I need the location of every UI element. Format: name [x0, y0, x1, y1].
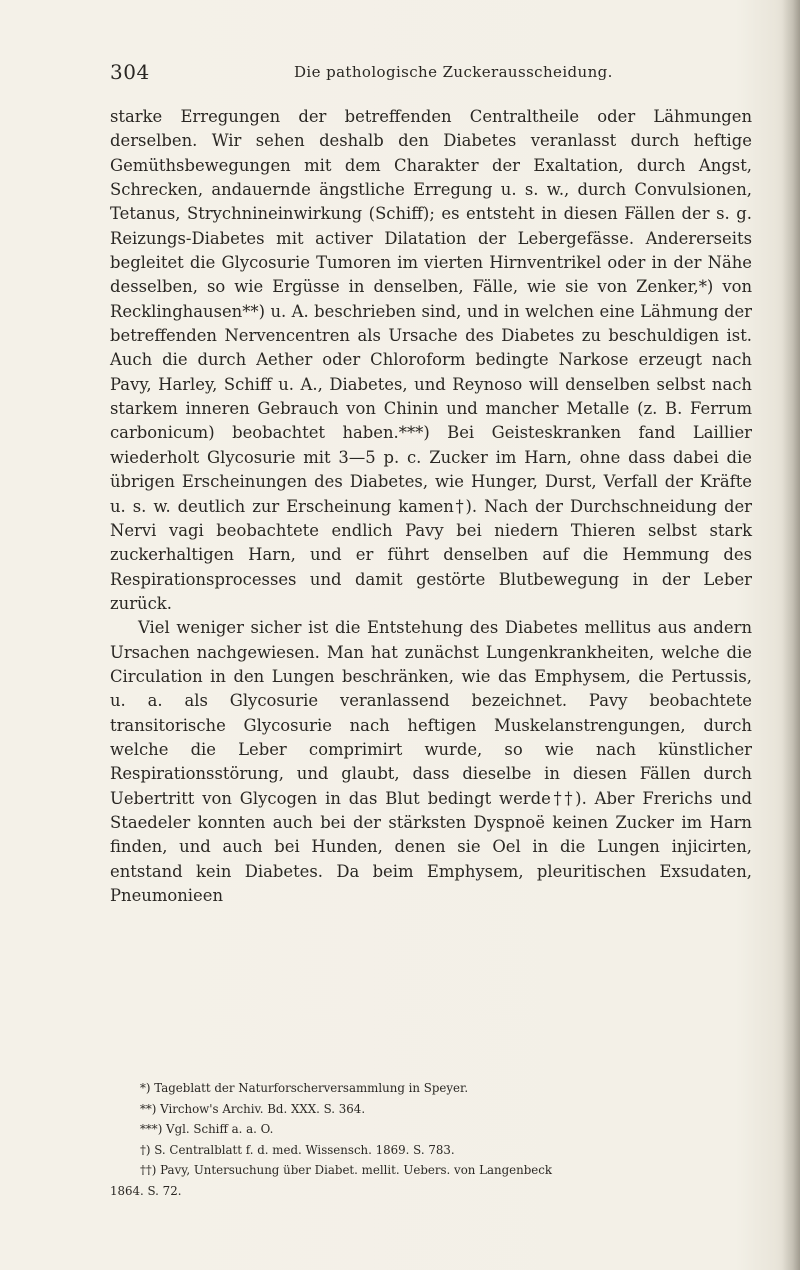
footnote-1: *) Tageblatt der Naturforscherversammlung in Speyer. [140, 1081, 469, 1095]
paragraph-1: starke Erregungen der betreffenden Centraltheile oder Lähmungen derselben. Wir sehen deshalb den Diabetes veranlasst durch heftige Gemüthsbewegungen mit dem Charakter der Exaltation, durch Angst, Schrecken, andauernde ängstliche Erregung u. s. w., durch Convulsionen, Tetanus, Strychnineinwirkung (Schiff); es entsteht in diesen Fällen der s. g. Reizungs-Diabetes mit activer Dilatation der Lebergefässe. Andererseits begleitet die Glycosurie Tumoren im vierten Hirnventrikel oder in der Nähe desselben, so wie Ergüsse in denselben, Fälle, wie sie von Zenker,*) von Recklinghausen**) u. A. beschrieben sind, und in welchen eine Lähmung der betreffenden Nervencentren als Ursache des Diabetes zu beschuldigen ist. Auch die durch Aether oder Chloroform bedingte Narkose erzeugt nach Pavy, Harley, Schiff u. A., Diabetes, und Reynoso will denselben selbst nach starkem inneren Gebrauch von Chinin und mancher Metalle (z. B. Ferrum carbonicum) beobachtet haben.***) Bei Geisteskranken fand Laillier wiederholt Glycosurie mit 3—5 p. c. Zucker im Harn, ohne dass dabei die übrigen Erscheinungen des Diabetes, wie Hunger, Durst, Verfall der Kräfte u. s. w. deutlich zur Erscheinung kamen†). Nach der Durchschneidung der Nervi vagi beobachtete endlich Pavy bei niedern Thieren selbst stark zuckerhaltigen Harn, und er führt denselben auf die Hemmung des Respirationsprocesses und damit gestörte Blutbewegung in der Leber zurück. [110, 107, 752, 613]
footnotes [110, 1078, 760, 1201]
footnote-2: **) Virchow's Archiv. Bd. XXX. S. 364. [140, 1101, 366, 1116]
running-title: Die pathologische Zuckerausscheidung. [294, 63, 613, 81]
page-number: 304 [110, 60, 150, 84]
footnote-5: ††) Pavy, Untersuchung über Diabet. mellit. Uebers. von Langenbeck [140, 1163, 553, 1177]
page-edge-shadow [782, 0, 800, 1270]
page-header [110, 60, 750, 90]
paragraph-2: Viel weniger sicher ist die Entstehung des Diabetes mellitus aus andern Ursachen nachgewiesen. Man hat zunächst Lungenkrankheiten, welche die Circulation in den Lungen beschränken, wie das Emphysem, die Pertussis, u. a. als Glycosurie veranlassend bezeichnet. Pavy beobachtete transitorische Glycosurie nach heftigen Muskelanstrengungen, durch welche die Leber comprimirt wurde, so wie nach künstlicher Respirationsstörung, und glaubt, dass dieselbe in diesen Fällen durch Uebertritt von Glycogen in das Blut bedingt werde††). Aber Frerichs und Staedeler konnten auch bei der stärksten Dyspnoë keinen Zucker im Harn finden, und auch bei Hunden, denen sie Oel in die Lungen injicirten, entstand kein Diabetes. Da beim Emphysem, pleuritischen Exsudaten, Pneumonieen [110, 618, 752, 905]
footnote-3: ***) Vgl. Schiff a. a. O. [140, 1122, 274, 1136]
body-text [110, 105, 752, 908]
footnote-4: †) S. Centralblatt f. d. med. Wissensch. 1869. S. 783. [140, 1142, 455, 1157]
footnote-5-continuation: 1864. S. 72. [110, 1183, 182, 1198]
